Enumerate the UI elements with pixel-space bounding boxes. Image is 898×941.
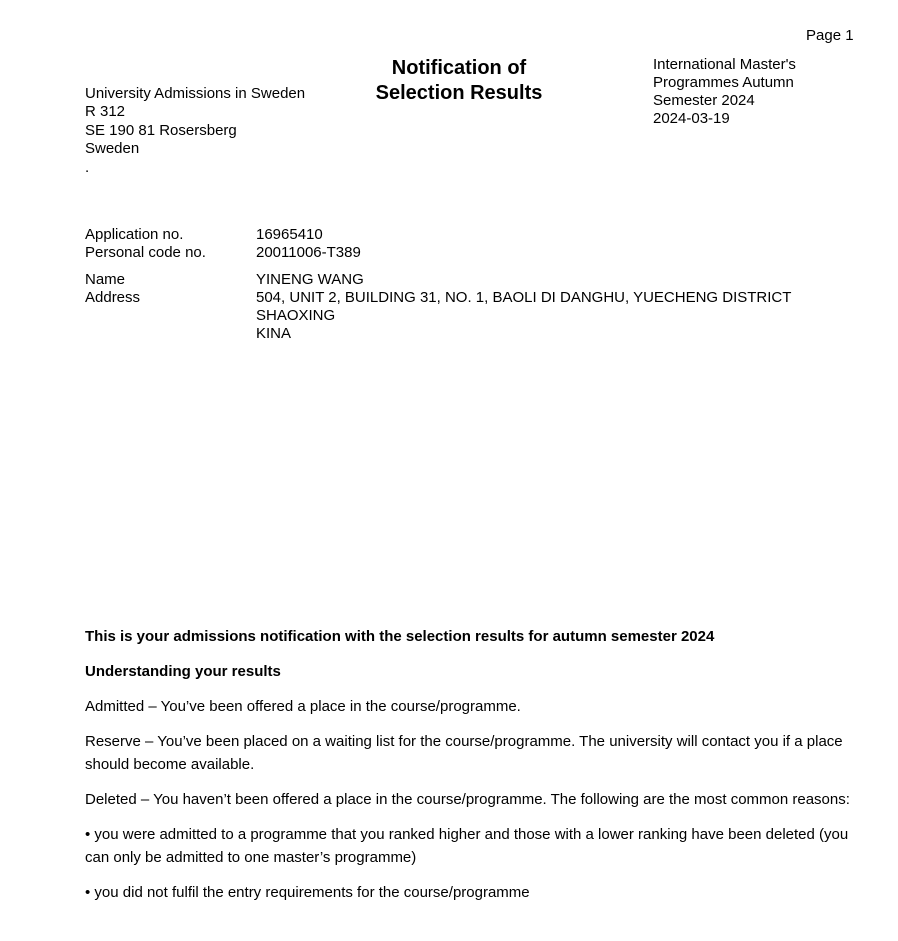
- address-row: [85, 289, 791, 343]
- sender-line: R 312: [85, 103, 126, 121]
- sender-dot: .: [85, 158, 90, 176]
- sender-line: SE 190 81 Rosersberg: [85, 121, 237, 139]
- reserve-explanation: Reserve – You’ve been placed on a waiting list for the course/programme. The university will contact you if a place should become available.: [85, 733, 843, 773]
- page-number: Page 1: [806, 27, 854, 44]
- title-line-1: Notification of: [391, 57, 527, 79]
- name-value: YINENG WANG: [256, 271, 364, 288]
- sender-country: Sweden: [85, 140, 140, 158]
- personal-code-value: 20011006-T389: [256, 244, 361, 261]
- notice-heading: This is your admissions notification with the selection results for autumn semester 2024: [85, 628, 715, 645]
- admitted-explanation: Admitted – You’ve been offered a place in the course/programme.: [85, 698, 521, 715]
- title-line-2: Selection Results: [375, 82, 543, 104]
- name-label: Name: [85, 271, 126, 288]
- address-country: KINA: [256, 325, 292, 342]
- deleted-reason-1: • you were admitted to a programme that you ranked higher and those with a lower ranking have been deleted (you can only be admitted to one master’s programme): [85, 826, 849, 866]
- deleted-reason-2: • you did not fulfil the entry requirements for the course/programme: [85, 884, 530, 901]
- name-row: [85, 271, 791, 289]
- address-city: SHAOXING: [256, 307, 336, 324]
- deleted-explanation: Deleted – You haven’t been offered a place in the course/programme. The following are the most common reasons:: [85, 791, 850, 808]
- sender-address: [85, 85, 305, 177]
- address-label: Address: [85, 289, 141, 306]
- personal-code-row: [85, 244, 361, 262]
- address-value: [256, 289, 791, 343]
- application-no-label: Application no.: [85, 226, 184, 243]
- personal-code-label: Personal code no.: [85, 244, 206, 261]
- address-line: 504, UNIT 2, BUILDING 31, NO. 1, BAOLI DI DANGHU, YUECHENG DISTRICT: [256, 289, 792, 306]
- document-date: 2024-03-19: [653, 110, 730, 127]
- semester-line: International Master's: [653, 56, 796, 73]
- application-no-row: [85, 226, 361, 244]
- notice-body: [85, 625, 860, 916]
- notice-subheading: Understanding your results: [85, 663, 281, 680]
- semester-info: [653, 56, 796, 128]
- sender-organization: University Admissions in Sweden: [85, 85, 306, 102]
- application-no-value: 16965410: [256, 226, 323, 243]
- application-ids: [85, 226, 361, 262]
- semester-line: Programmes Autumn: [653, 74, 794, 91]
- semester-line: Semester 2024: [653, 92, 755, 109]
- applicant-details: [85, 271, 791, 343]
- document-title: [340, 56, 578, 106]
